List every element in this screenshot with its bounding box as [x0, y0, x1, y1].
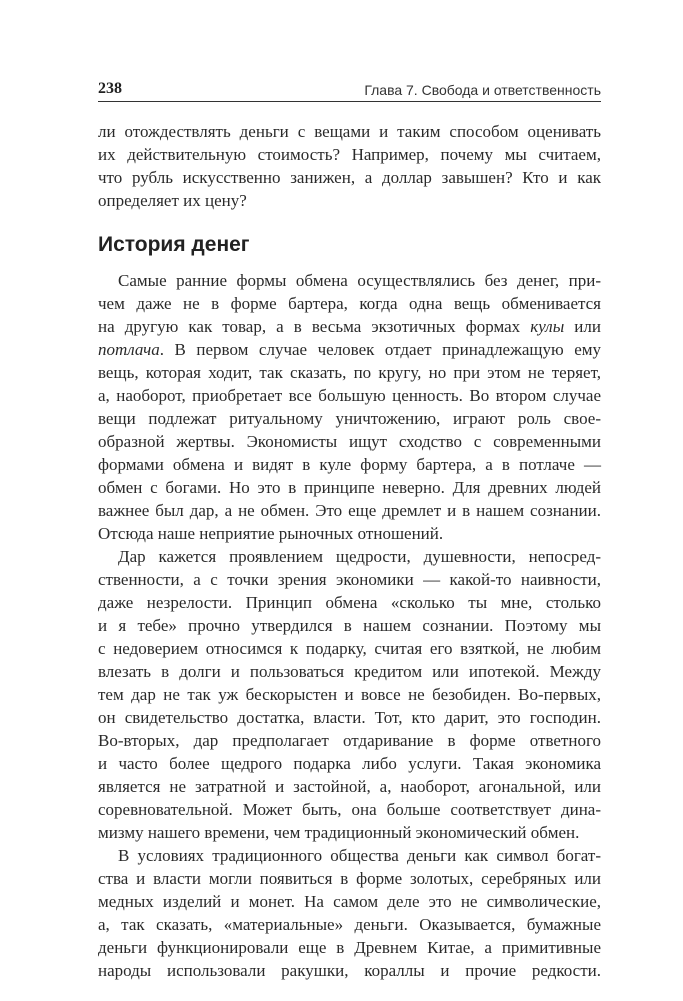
text-line: и часто более щедрого подарка либо услуги. Такая экономика [98, 754, 601, 773]
text-line: образной жертвы. Экономисты ищут сходство с современными [98, 432, 601, 451]
page-header [98, 79, 601, 102]
text-line: мизму нашего времени, чем традиционный экономический обмен. [98, 823, 580, 842]
text-line: а, так сказать, «материальные» деньги. Оказывается, бумажные [98, 915, 601, 934]
text-line: ства и власти могли появиться в форме золотых, серебряных или [98, 869, 601, 888]
text-line [98, 315, 601, 338]
text-line: что рубль искусственно занижен, а доллар завышен? Кто и как [98, 168, 601, 187]
text-line [98, 338, 601, 361]
text-line: и я тебе» прочно утвердился в нашем сознании. Поэтому мы [98, 616, 601, 635]
text-line: Дар кажется проявлением щедрости, душевности, непосред- [118, 547, 601, 566]
text-line: влезать в долги и пользоваться кредитом или ипотекой. Между [98, 662, 601, 681]
text-line: является не затратной и застойной, а, наоборот, агональной, или [98, 777, 601, 796]
page-number: 238 [98, 80, 122, 97]
text-line: а, наоборот, приобретает все большую ценность. Во втором случае [98, 386, 601, 405]
running-head: Глава 7. Свобода и ответственность [364, 82, 601, 98]
section-title: История денег [98, 233, 250, 256]
text-fragment: или [564, 317, 601, 336]
text-line: ли отождествлять деньги с вещами и таким способом оценивать [98, 122, 601, 141]
text-line: даже незрелости. Принцип обмена «сколько ты мне, столько [98, 593, 601, 612]
text-line: он свидетельство достатка, власти. Тот, кто дарит, это господин. [98, 708, 601, 727]
intro-paragraph [98, 120, 601, 212]
text-line: соревновательной. Может быть, она больше соответствует дина- [98, 800, 601, 819]
text-line: Самые ранние формы обмена осуществлялись без денег, при- [118, 271, 601, 290]
text-line: важнее был дар, а не обмен. Это еще дремлет и в нашем сознании. [98, 501, 601, 520]
emphasis-term-kula: кулы [530, 317, 565, 336]
paragraph-3 [98, 844, 601, 982]
emphasis-term-potlatch: потлача [98, 340, 160, 359]
text-fragment: на другую как товар, а в весьма экзотичных формах [98, 317, 531, 336]
paragraph-2 [98, 545, 601, 844]
text-line: народы использовали ракушки, кораллы и прочие редкости. [98, 961, 601, 980]
text-line: вещи подлежат ритуальному уничтожению, играют роль свое- [98, 409, 601, 428]
text-line: Во-вторых, дар предполагает отдаривание в форме ответного [98, 731, 601, 750]
text-line: чем даже не в форме бартера, когда одна вещь обменивается [98, 294, 601, 313]
text-line: медных изделий и монет. На самом деле это не символические, [98, 892, 601, 911]
text-line: тем дар не так уж бескорыстен и вовсе не безобиден. Во-первых, [98, 685, 601, 704]
text-line: В условиях традиционного общества деньги как символ богат- [118, 846, 601, 865]
text-line: обмен с богами. Но это в принципе неверно. Для древних людей [98, 478, 601, 497]
text-fragment: . В первом случае человек отдает принадлежащую ему [159, 340, 601, 359]
text-line: вещь, которая ходит, так сказать, по кругу, но при этом не теряет, [98, 363, 601, 382]
text-line: определяет их цену? [98, 191, 247, 210]
section-body [98, 269, 601, 982]
text-line: Отсюда наше неприятие рыночных отношений. [98, 524, 444, 543]
text-line: формами обмена и видят в куле форму бартера, а в потлаче — [98, 455, 601, 474]
paragraph-1 [98, 269, 601, 545]
text-line: ственности, а с точки зрения экономики — какой-то наивности, [98, 570, 601, 589]
text-line: их действительную стоимость? Например, почему мы считаем, [98, 145, 601, 164]
text-line: с недоверием относимся к подарку, считая его взяткой, не любим [98, 639, 601, 658]
text-line: деньги функционировали еще в Древнем Китае, а примитивные [98, 938, 601, 957]
